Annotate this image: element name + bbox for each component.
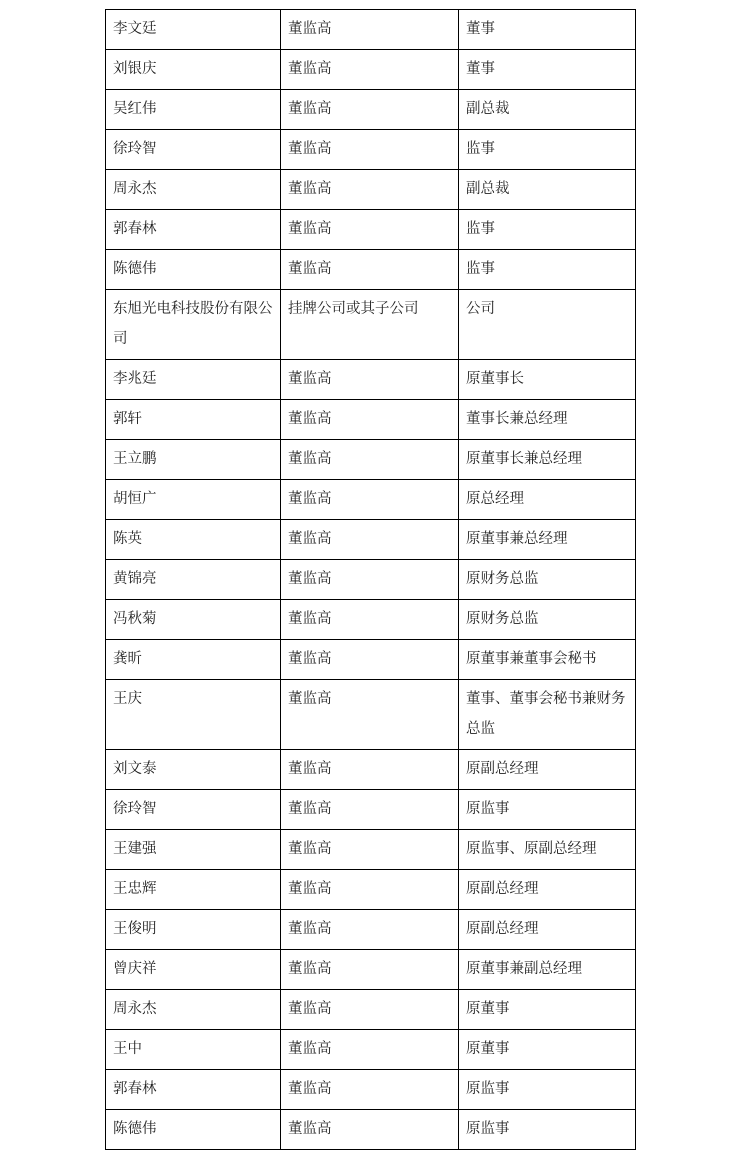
cell-category: 董监高: [281, 790, 459, 830]
cell-name: 王建强: [106, 830, 281, 870]
cell-category: 董监高: [281, 210, 459, 250]
cell-category: 董监高: [281, 600, 459, 640]
cell-category: 董监高: [281, 1070, 459, 1110]
table-row: [106, 790, 636, 830]
cell-name: 周永杰: [106, 990, 281, 1030]
table-row: [106, 1070, 636, 1110]
cell-name: 李兆廷: [106, 360, 281, 400]
table-row: [106, 290, 636, 360]
cell-role: 副总裁: [459, 170, 636, 210]
cell-name: 胡恒广: [106, 480, 281, 520]
table-row: [106, 640, 636, 680]
cell-role: 原监事: [459, 790, 636, 830]
cell-role: 监事: [459, 130, 636, 170]
cell-role: 原董事: [459, 1030, 636, 1070]
table-row: [106, 750, 636, 790]
cell-category: 董监高: [281, 50, 459, 90]
table-row: [106, 250, 636, 290]
table-row: [106, 1030, 636, 1070]
table-row: [106, 360, 636, 400]
cell-name: 郭轩: [106, 400, 281, 440]
cell-name: 周永杰: [106, 170, 281, 210]
cell-category: 董监高: [281, 250, 459, 290]
cell-category: 董监高: [281, 830, 459, 870]
cell-role: 原副总经理: [459, 870, 636, 910]
table-body: [106, 10, 636, 1150]
cell-role: 原董事兼总经理: [459, 520, 636, 560]
table-row: [106, 910, 636, 950]
table-row: [106, 210, 636, 250]
cell-category: 董监高: [281, 130, 459, 170]
cell-category: 董监高: [281, 950, 459, 990]
cell-role: 原董事兼董事会秘书: [459, 640, 636, 680]
cell-name: 王俊明: [106, 910, 281, 950]
cell-category: 董监高: [281, 360, 459, 400]
table-row: [106, 600, 636, 640]
cell-name: 曾庆祥: [106, 950, 281, 990]
cell-name: 王中: [106, 1030, 281, 1070]
cell-role: 原董事长: [459, 360, 636, 400]
cell-role: 监事: [459, 250, 636, 290]
table-row: [106, 50, 636, 90]
table-row: [106, 480, 636, 520]
cell-name: 王庆: [106, 680, 281, 750]
cell-category: 董监高: [281, 680, 459, 750]
cell-role: 公司: [459, 290, 636, 360]
cell-name: 徐玲智: [106, 790, 281, 830]
cell-category: 董监高: [281, 750, 459, 790]
table-row: [106, 870, 636, 910]
disclosure-obligation-table: [105, 9, 636, 1150]
cell-name: 李文廷: [106, 10, 281, 50]
cell-role: 原总经理: [459, 480, 636, 520]
cell-role: 原监事、原副总经理: [459, 830, 636, 870]
cell-role: 董事: [459, 50, 636, 90]
cell-name: 东旭光电科技股份有限公司: [106, 290, 281, 360]
cell-name: 陈英: [106, 520, 281, 560]
table-row: [106, 950, 636, 990]
table-row: [106, 10, 636, 50]
cell-category: 董监高: [281, 870, 459, 910]
table-row: [106, 400, 636, 440]
cell-role: 原财务总监: [459, 600, 636, 640]
cell-role: 原副总经理: [459, 910, 636, 950]
cell-name: 王立鹏: [106, 440, 281, 480]
cell-name: 郭春林: [106, 1070, 281, 1110]
cell-category: 董监高: [281, 10, 459, 50]
cell-category: 挂牌公司或其子公司: [281, 290, 459, 360]
table-row: [106, 830, 636, 870]
table-row: [106, 1110, 636, 1150]
cell-name: 陈德伟: [106, 1110, 281, 1150]
cell-name: 冯秋菊: [106, 600, 281, 640]
cell-role: 副总裁: [459, 90, 636, 130]
cell-category: 董监高: [281, 910, 459, 950]
table-row: [106, 990, 636, 1030]
cell-name: 陈德伟: [106, 250, 281, 290]
table-row: [106, 520, 636, 560]
cell-role: 原董事: [459, 990, 636, 1030]
table-row: [106, 560, 636, 600]
cell-role: 监事: [459, 210, 636, 250]
cell-role: 原监事: [459, 1110, 636, 1150]
cell-category: 董监高: [281, 1110, 459, 1150]
cell-role: 原财务总监: [459, 560, 636, 600]
cell-category: 董监高: [281, 560, 459, 600]
cell-role: 原副总经理: [459, 750, 636, 790]
cell-name: 刘银庆: [106, 50, 281, 90]
cell-role: 原董事兼副总经理: [459, 950, 636, 990]
cell-category: 董监高: [281, 480, 459, 520]
cell-name: 郭春林: [106, 210, 281, 250]
cell-category: 董监高: [281, 640, 459, 680]
cell-category: 董监高: [281, 440, 459, 480]
cell-name: 吴红伟: [106, 90, 281, 130]
cell-category: 董监高: [281, 400, 459, 440]
cell-category: 董监高: [281, 990, 459, 1030]
cell-role: 原董事长兼总经理: [459, 440, 636, 480]
cell-name: 刘文泰: [106, 750, 281, 790]
cell-category: 董监高: [281, 1030, 459, 1070]
cell-role: 原监事: [459, 1070, 636, 1110]
cell-category: 董监高: [281, 90, 459, 130]
cell-name: 王忠辉: [106, 870, 281, 910]
table-row: [106, 130, 636, 170]
cell-name: 黄锦亮: [106, 560, 281, 600]
cell-role: 董事、董事会秘书兼财务总监: [459, 680, 636, 750]
table-row: [106, 170, 636, 210]
table-row: [106, 440, 636, 480]
cell-role: 董事: [459, 10, 636, 50]
table-row: [106, 90, 636, 130]
cell-category: 董监高: [281, 170, 459, 210]
cell-category: 董监高: [281, 520, 459, 560]
cell-name: 徐玲智: [106, 130, 281, 170]
table-row: [106, 680, 636, 750]
cell-name: 龚昕: [106, 640, 281, 680]
cell-role: 董事长兼总经理: [459, 400, 636, 440]
